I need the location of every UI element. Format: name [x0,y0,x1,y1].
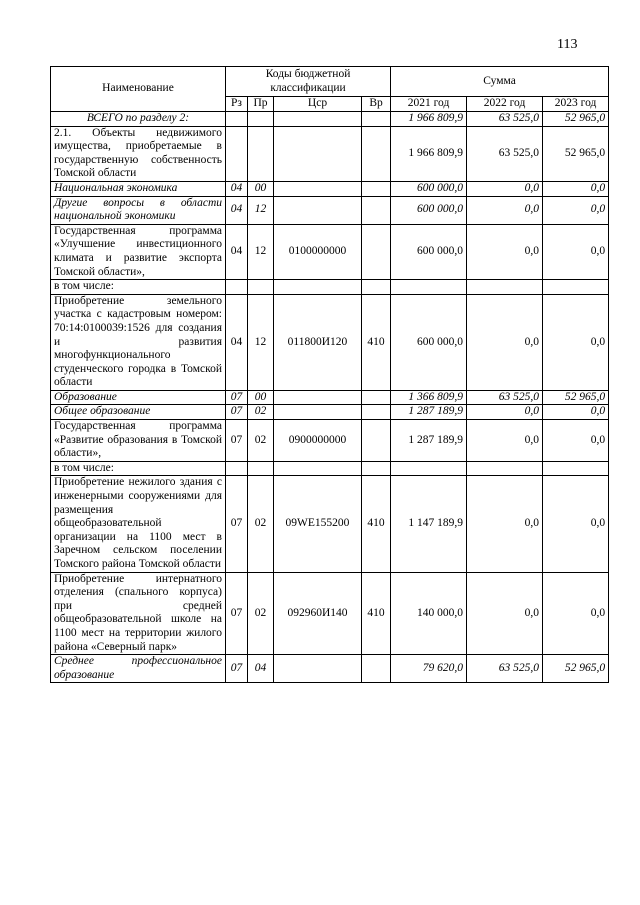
row-2023: 52 965,0 [543,655,609,683]
row-name: Среднее профессиональное образование [51,655,226,683]
table-row [51,655,609,683]
row-2023: 52 965,0 [543,390,609,405]
row-vr [362,655,391,683]
row-pr [248,126,274,181]
row-rz: 07 [226,476,248,572]
row-name: ВСЕГО по разделу 2: [51,112,226,127]
row-2022: 0,0 [467,181,543,196]
row-2023: 0,0 [543,572,609,655]
row-name: в том числе: [51,280,226,295]
row-pr: 12 [248,224,274,279]
row-2023: 0,0 [543,405,609,420]
row-rz: 07 [226,405,248,420]
row-name: Другие вопросы в области национальной экономики [51,196,226,224]
row-csr [274,405,362,420]
row-2022: 63 525,0 [467,390,543,405]
header-row-1 [51,67,609,97]
row-vr: 410 [362,572,391,655]
table-row [51,405,609,420]
table-row [51,112,609,127]
table-row [51,476,609,572]
row-rz [226,280,248,295]
row-rz: 07 [226,390,248,405]
row-2021: 79 620,0 [391,655,467,683]
row-vr: 410 [362,476,391,572]
row-pr [248,280,274,295]
row-2023: 0,0 [543,181,609,196]
row-pr [248,112,274,127]
row-2021: 1 147 189,9 [391,476,467,572]
table-row [51,461,609,476]
table-row [51,390,609,405]
page-number: 113 [557,37,578,52]
row-name: Национальная экономика [51,181,226,196]
header-sum: Сумма [391,67,609,97]
row-2023: 0,0 [543,476,609,572]
header-2023: 2023 год [543,97,609,112]
row-rz: 07 [226,655,248,683]
row-vr [362,224,391,279]
row-2022 [467,280,543,295]
row-vr [362,181,391,196]
row-csr [274,461,362,476]
row-2021: 1 287 189,9 [391,405,467,420]
row-rz [226,126,248,181]
row-2022: 0,0 [467,294,543,390]
row-rz: 04 [226,196,248,224]
header-pr: Пр [248,97,274,112]
row-2021: 600 000,0 [391,224,467,279]
row-2022: 63 525,0 [467,126,543,181]
row-2022: 63 525,0 [467,112,543,127]
row-rz [226,112,248,127]
row-pr: 00 [248,181,274,196]
row-2022: 0,0 [467,196,543,224]
row-name: Приобретение нежилого здания с инженерными сооружениями для размещения общеобразовательной организации на 1100 мест в Заречном сельском поселении Томского района Томской области [51,476,226,572]
row-pr: 02 [248,420,274,462]
row-vr [362,126,391,181]
row-name: Государственная программа «Улучшение инвестиционного климата и развитие экспорта Томской области», [51,224,226,279]
header-vr: Вр [362,97,391,112]
row-2023: 52 965,0 [543,126,609,181]
table-row [51,280,609,295]
row-csr: 0100000000 [274,224,362,279]
row-2022: 0,0 [467,224,543,279]
row-2023 [543,461,609,476]
row-2022: 63 525,0 [467,655,543,683]
row-vr [362,390,391,405]
header-codes: Коды бюджетной классификации [226,67,391,97]
row-2021: 1 966 809,9 [391,112,467,127]
row-2021 [391,461,467,476]
row-csr [274,181,362,196]
row-name: в том числе: [51,461,226,476]
header-csr: Цср [274,97,362,112]
row-name: Приобретение интернатного отделения (спального корпуса) при средней общеобразовательной школе на 1100 мест на территории жилого района «Северный парк» [51,572,226,655]
row-pr: 04 [248,655,274,683]
table-row [51,224,609,279]
row-pr [248,461,274,476]
header-2022: 2022 год [467,97,543,112]
row-csr: 011800И120 [274,294,362,390]
header-rz: Рз [226,97,248,112]
row-2023: 0,0 [543,224,609,279]
header-name: Наименование [51,67,226,112]
row-csr [274,280,362,295]
row-vr [362,461,391,476]
table-row [51,294,609,390]
row-csr [274,390,362,405]
header-2021: 2021 год [391,97,467,112]
row-pr: 12 [248,294,274,390]
row-2021: 140 000,0 [391,572,467,655]
row-2022: 0,0 [467,476,543,572]
row-csr: 0900000000 [274,420,362,462]
row-2021: 600 000,0 [391,196,467,224]
row-vr [362,280,391,295]
row-2022: 0,0 [467,572,543,655]
row-pr: 02 [248,405,274,420]
row-name: Приобретение земельного участка с кадастровым номером: 70:14:0100039:1526 для создания и развития многофункционального студенческого городка в Томской области [51,294,226,390]
table-row [51,126,609,181]
row-csr [274,126,362,181]
row-2021: 600 000,0 [391,181,467,196]
row-vr [362,405,391,420]
row-pr: 02 [248,476,274,572]
row-name: Государственная программа «Развитие образования в Томской области», [51,420,226,462]
table-row [51,196,609,224]
row-csr [274,112,362,127]
row-2021: 1 966 809,9 [391,126,467,181]
row-pr: 02 [248,572,274,655]
row-2022 [467,461,543,476]
row-vr [362,196,391,224]
row-2022: 0,0 [467,420,543,462]
row-2023 [543,280,609,295]
row-rz [226,461,248,476]
row-rz: 04 [226,294,248,390]
row-2023: 0,0 [543,294,609,390]
row-rz: 07 [226,572,248,655]
row-vr: 410 [362,294,391,390]
budget-table [50,66,609,683]
row-rz: 04 [226,181,248,196]
row-name: Общее образование [51,405,226,420]
table-row [51,572,609,655]
row-name: 2.1. Объекты недвижимого имущества, приобретаемые в государственную собственность Томской области [51,126,226,181]
row-csr: 09WE155200 [274,476,362,572]
row-vr [362,112,391,127]
row-rz: 07 [226,420,248,462]
row-2021 [391,280,467,295]
row-pr: 00 [248,390,274,405]
row-vr [362,420,391,462]
row-csr [274,196,362,224]
row-2023: 52 965,0 [543,112,609,127]
row-2021: 600 000,0 [391,294,467,390]
table-row [51,420,609,462]
table-row [51,181,609,196]
row-name: Образование [51,390,226,405]
row-csr [274,655,362,683]
row-csr: 092960И140 [274,572,362,655]
row-2021: 1 287 189,9 [391,420,467,462]
row-2022: 0,0 [467,405,543,420]
row-2023: 0,0 [543,420,609,462]
row-pr: 12 [248,196,274,224]
row-2021: 1 366 809,9 [391,390,467,405]
row-rz: 04 [226,224,248,279]
row-2023: 0,0 [543,196,609,224]
